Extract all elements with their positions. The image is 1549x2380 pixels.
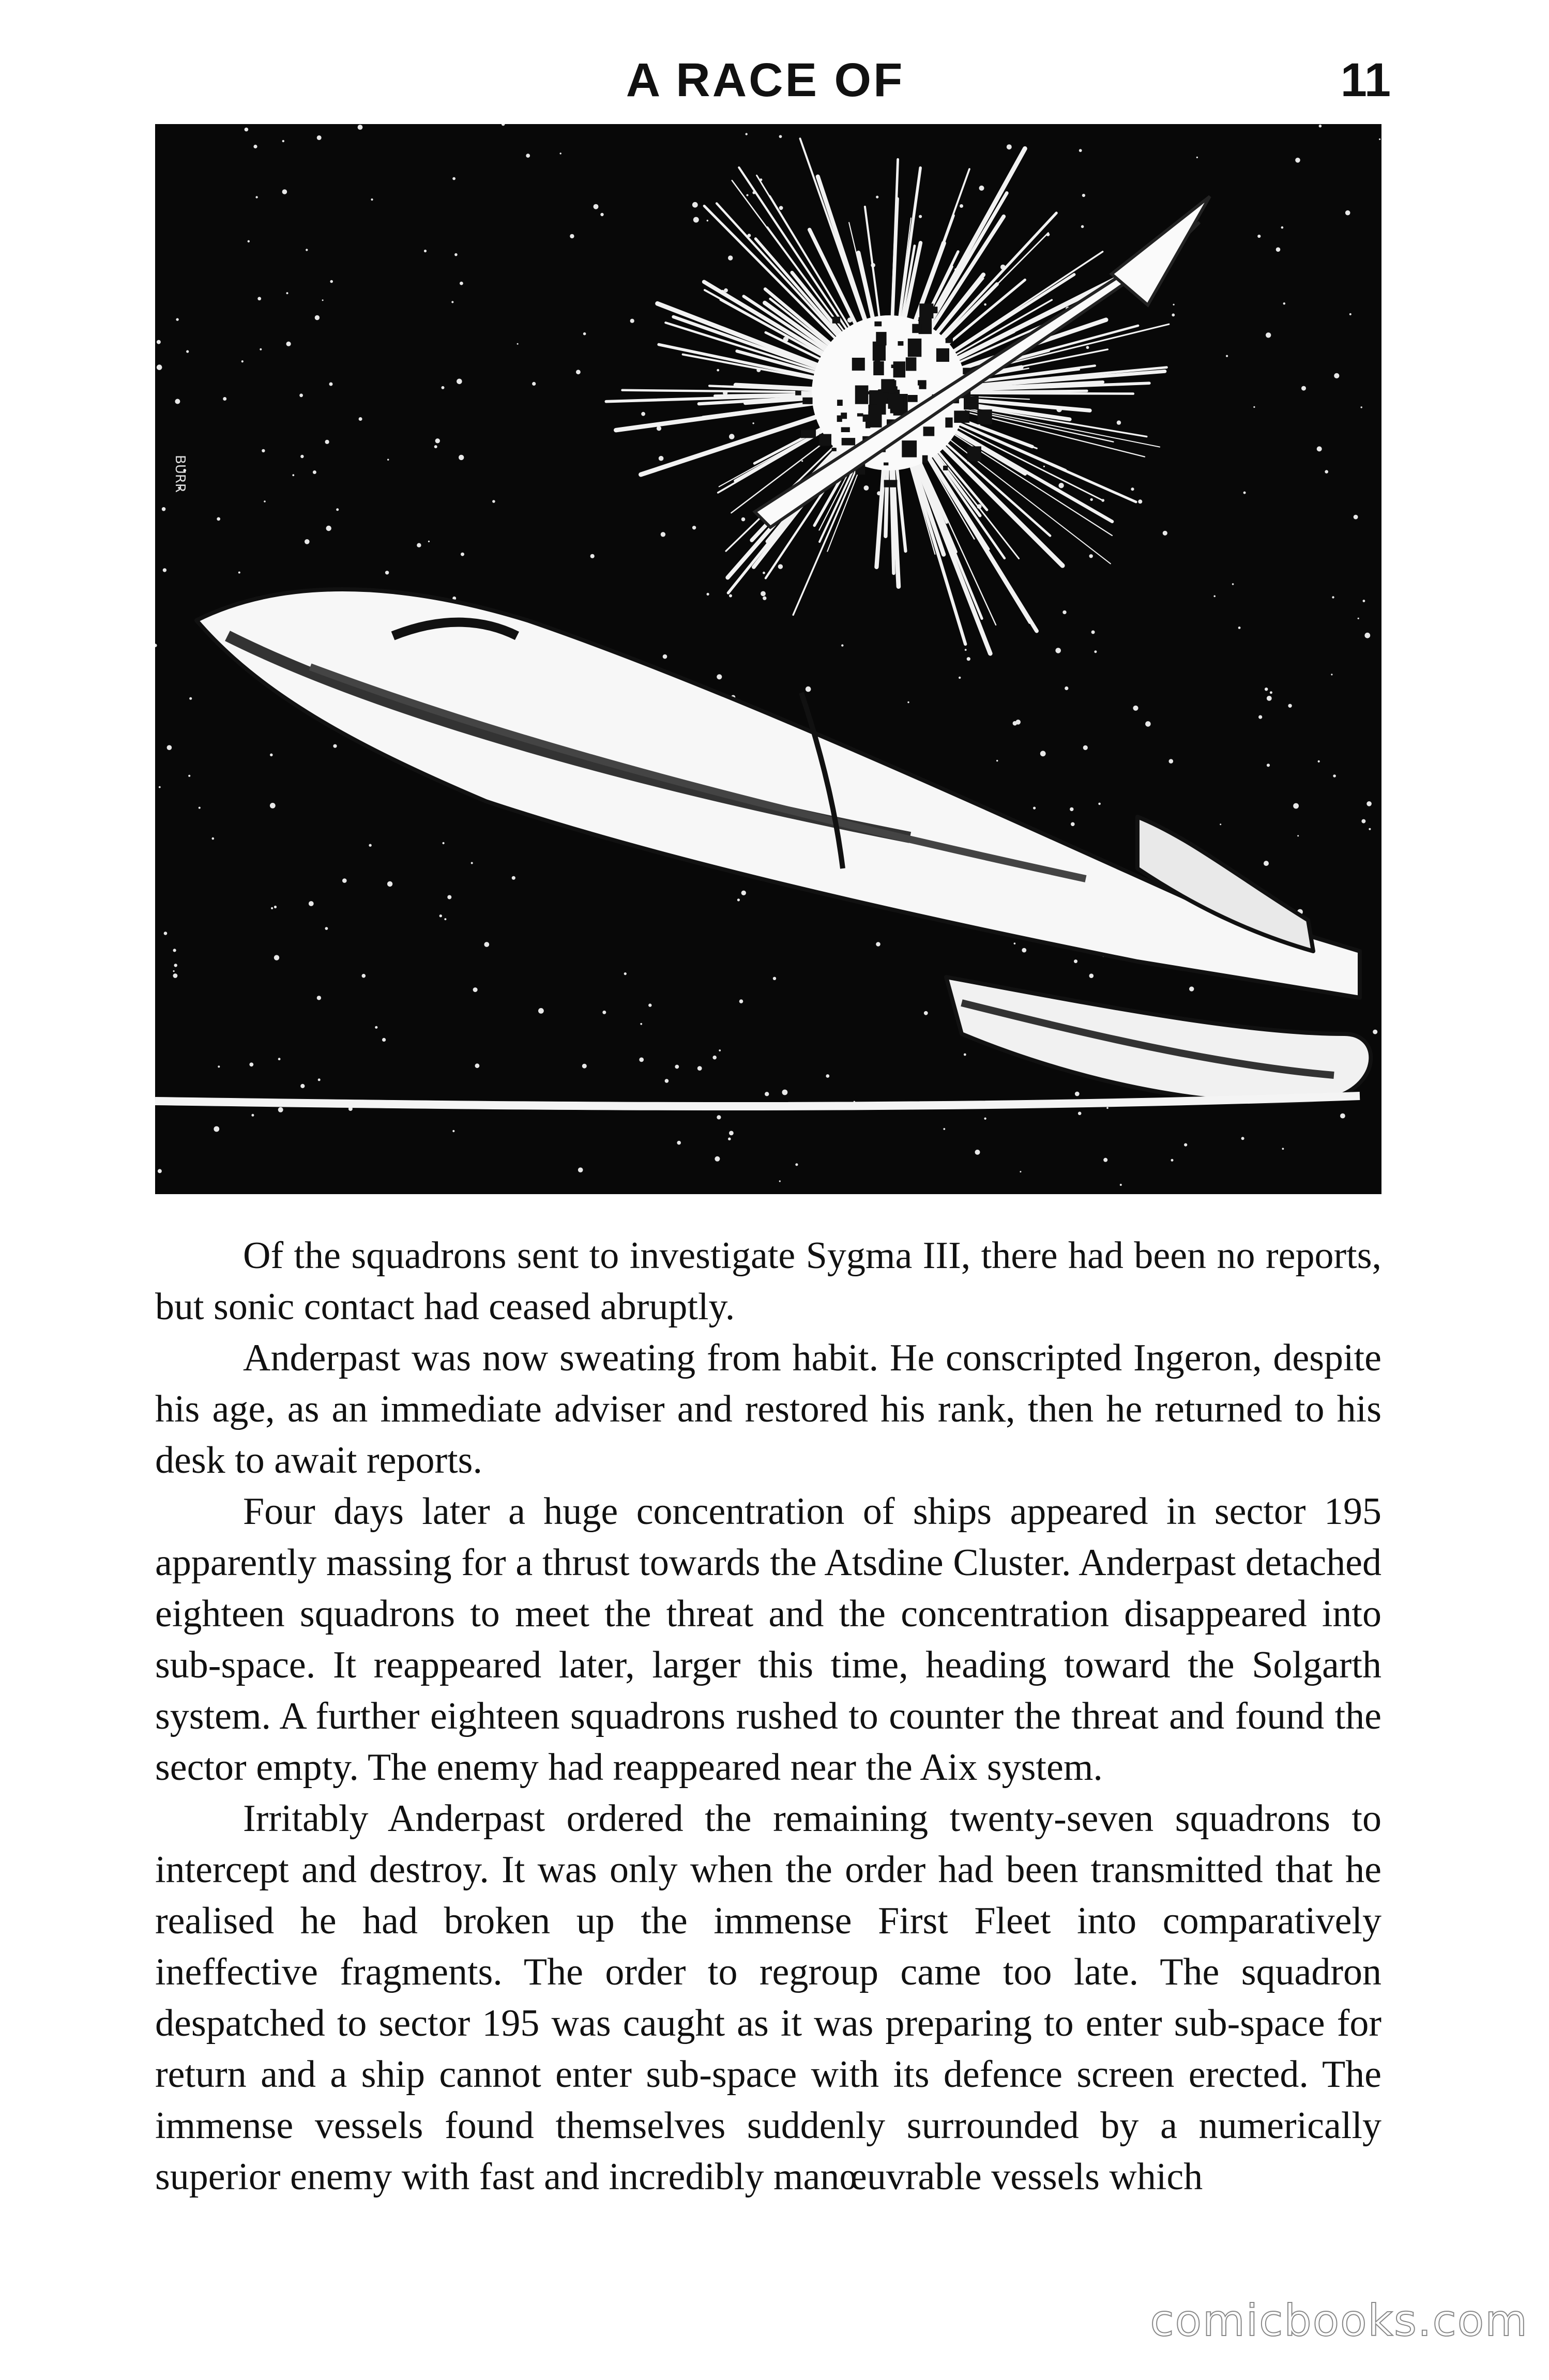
spaceship-illustration — [155, 124, 1381, 1194]
page-number: 11 — [1340, 54, 1391, 106]
artist-signature: BURR — [172, 455, 188, 493]
body-text — [155, 1230, 1381, 2203]
watermark: comicbooks.com — [1150, 2295, 1528, 2346]
running-title: A RACE OF — [626, 54, 905, 106]
paragraph: Of the squadrons sent to investigate Sygma III, there had been no reports, but sonic contact had ceased abruptly. — [155, 1234, 1381, 1328]
page-header — [0, 47, 1549, 114]
paragraph: Irritably Anderpast ordered the remaining twenty-seven squadrons to intercept and destroy. It was only when the order had been transmitted that he realised he had broken up the immense First Fleet into comparatively ineffective fragments. The order to regroup came too late. The squadron despatched to sector 195 was caught as it was preparing to enter sub-space for return and a ship cannot enter sub-space with its defence screen erected. The immense vessels found themselves suddenly surrounded by a numerically superior enemy with fast and incredibly manœuvrable vessels which — [155, 1797, 1381, 2198]
paragraph: Four days later a huge concentration of ships appeared in sector 195 apparently massing for a thrust towards the Atsdine Cluster. Anderpast detached eighteen squadrons to meet the threat and the concentration disappeared into sub-space. It reappeared later, larger this time, heading toward the Solgarth system. A further eighteen squadrons rushed to counter the threat and found the sector empty. The enemy had reappeared near the Aix system. — [155, 1490, 1381, 1789]
paragraph: Anderpast was now sweating from habit. He conscripted Ingeron, despite his age, as an immediate adviser and restored his rank, then he returned to his desk to await reports. — [155, 1337, 1381, 1482]
